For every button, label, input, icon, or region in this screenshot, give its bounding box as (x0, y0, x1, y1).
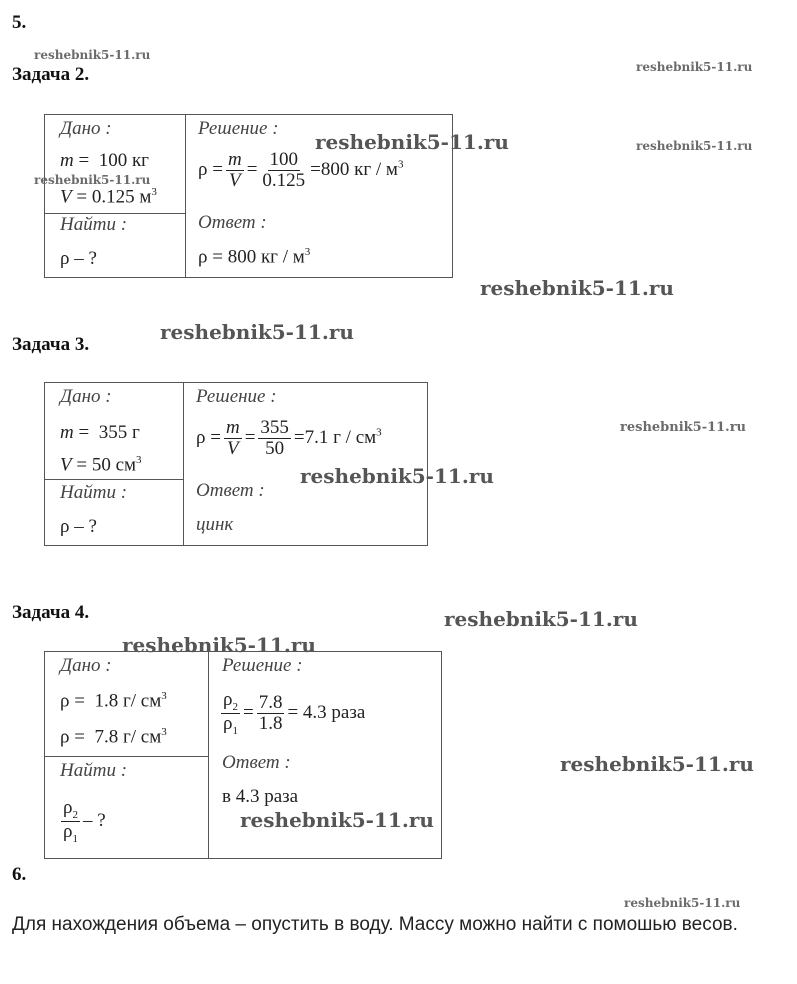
task-2-given-mass: m = 100 кг (60, 150, 149, 171)
watermark: reshebnik5-11.ru (636, 60, 753, 74)
watermark: reshebnik5-11.ru (34, 48, 151, 62)
section-5-label: 5. (12, 12, 27, 33)
task-4-answer: в 4.3 раза (222, 786, 299, 807)
watermark: reshebnik5-11.ru (560, 752, 754, 776)
task-2-given-label: Дано : (60, 118, 112, 139)
task-2-given-volume: V = 0.125 $м^3$ (60, 186, 157, 208)
task-4-given-rho1: ρ = 1.8 г/ $см^3$ (60, 690, 167, 712)
task-3-title: Задача 3. (12, 334, 90, 355)
task-3-given-label: Дано : (60, 386, 112, 407)
watermark: reshebnik5-11.ru (122, 633, 316, 657)
watermark: reshebnik5-11.ru (34, 173, 151, 187)
watermark: reshebnik5-11.ru (624, 896, 741, 910)
task-2-formula: ρ = $\frac{m}{V}$ = $\frac{100}{0.125}$ =800 кг / $м^3$ (198, 149, 404, 191)
task-3-answer: цинк (196, 514, 234, 535)
task-4-given-label: Дано : (60, 655, 112, 676)
watermark: reshebnik5-11.ru (620, 420, 747, 435)
task-4-given-rho2: ρ = 7.8 г/ $см^3$ (60, 726, 167, 748)
watermark: reshebnik5-11.ru (315, 130, 509, 154)
task-4-find: $\frac{\rho_2}{\rho_1}$ – ? (63, 797, 106, 846)
watermark: reshebnik5-11.ru (160, 320, 354, 344)
watermark: reshebnik5-11.ru (480, 276, 674, 300)
watermark: reshebnik5-11.ru (300, 464, 494, 488)
task-2-title: Задача 2. (12, 64, 90, 85)
task-2-answer-label: Ответ : (198, 212, 267, 233)
section-6-label: 6. (12, 864, 27, 885)
task-2-find-label: Найти : (60, 214, 128, 235)
task-3-solution-label: Решение : (196, 386, 277, 407)
task-3-given-volume: V = 50 $см^3$ (60, 454, 142, 476)
task-3-given-mass: m = 355 г (60, 422, 140, 443)
task-4-solution-label: Решение : (222, 655, 303, 676)
task-2-answer: ρ = 800 кг / $м^3$ (198, 246, 311, 268)
task-4-title: Задача 4. (12, 602, 90, 623)
watermark: reshebnik5-11.ru (636, 139, 753, 153)
section-6-text: Для нахождения объема – опустить в воду. Массу можно найти с помошью весов. (12, 914, 738, 935)
watermark: reshebnik5-11.ru (444, 607, 638, 631)
task-4-find-label: Найти : (60, 760, 128, 781)
task-3-answer-label: Ответ : (196, 480, 265, 501)
watermark: reshebnik5-11.ru (240, 808, 434, 832)
task-2-find: ρ – ? (60, 248, 97, 269)
task-4-formula: $\frac{\rho_2}{\rho_1}$ = $\frac{7.8}{1.8}$ = 4.3 раза (223, 689, 366, 738)
task-4-answer-label: Ответ : (222, 752, 291, 773)
task-3-formula: ρ = $\frac{m}{V}$ = $\frac{355}{50}$ =7.1 г / $см^3$ (196, 417, 382, 459)
task-3-find-label: Найти : (60, 482, 128, 503)
task-3-find: ρ – ? (60, 516, 97, 537)
task-2-solution-label: Решение : (198, 118, 279, 139)
